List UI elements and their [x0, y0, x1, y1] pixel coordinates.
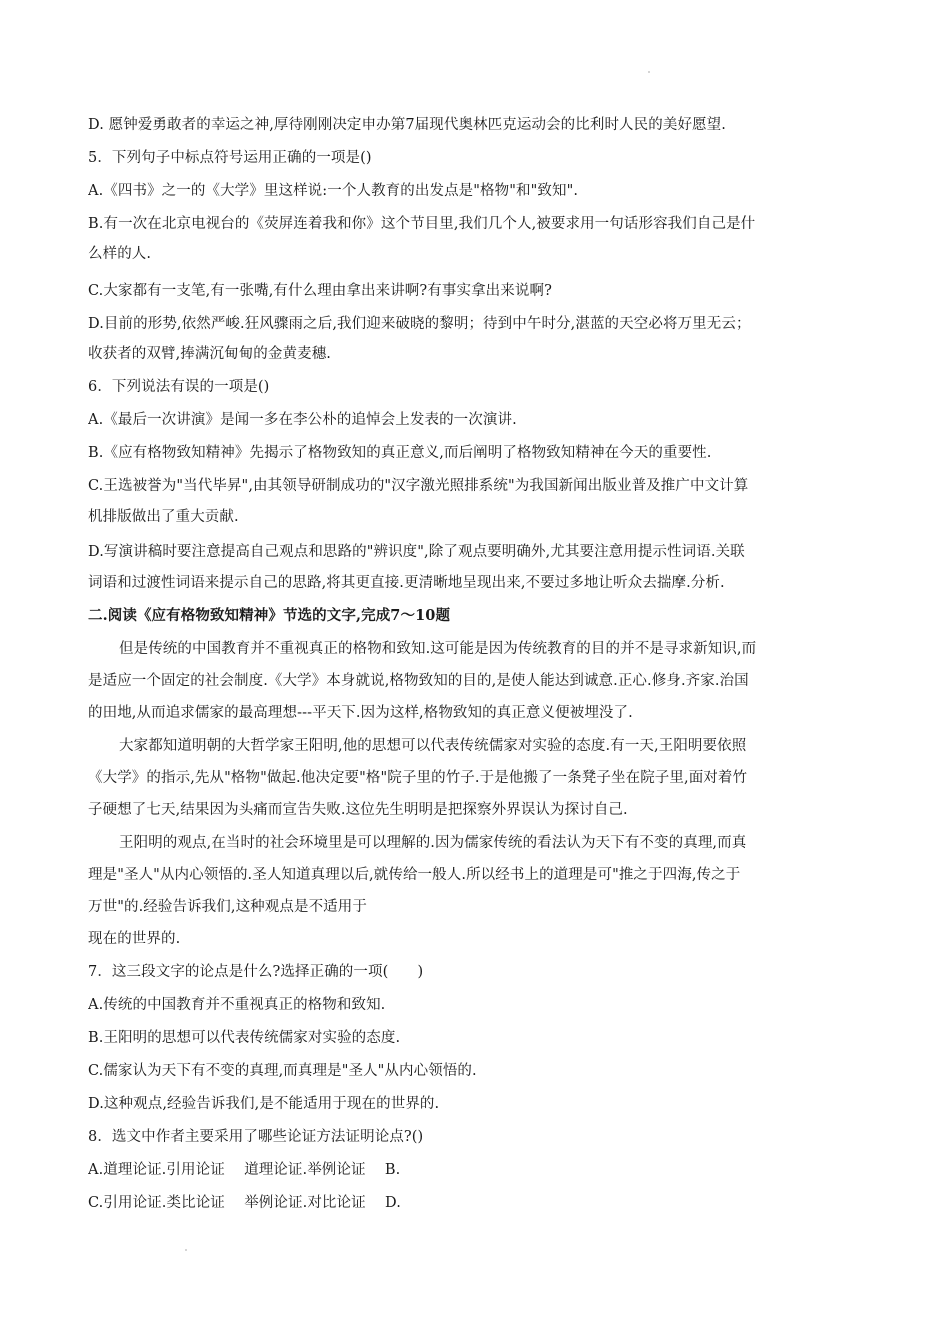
q5-option-d-line1: D.目前的形势,依然严峻.狂风骤雨之后,我们迎来破晓的黎明；待到中午时分,湛蓝的天空必将万里无云；	[88, 316, 751, 332]
q8-options-line1: A.道理论证.引用论证 道理论证.举例论证 B.	[88, 1162, 401, 1178]
q5-stem: 5．下列句子中标点符号运用正确的一项是()	[88, 150, 372, 166]
q6-option-a: A.《最后一次讲演》是闻一多在李公朴的追悼会上发表的一次演讲.	[88, 412, 517, 428]
q6-option-d-line1: D.写演讲稿时要注意提高自己观点和思路的"辨识度",除了观点要明确外,尤其要注意用提示性词语.关联	[88, 544, 745, 560]
scan-speck	[648, 71, 650, 73]
passage-para1-line1: 但是传统的中国教育并不重视真正的格物和致知.这可能是因为传统教育的目的并不是寻求新知识,而	[119, 641, 757, 657]
q6-option-b: B.《应有格物致知精神》先揭示了格物致知的真正意义,而后阐明了格物致知精神在今天的重要性.	[88, 445, 712, 461]
q7-stem: 7．这三段文字的论点是什么?选择正确的一项( )	[88, 964, 424, 980]
q5-option-d-line2: 收获者的双臂,捧满沉甸甸的金黄麦穗.	[88, 346, 332, 362]
passage-para1-line2: 是适应一个固定的社会制度.《大学》本身就说,格物致知的目的,是使人能达到诚意.正心.修身.齐家.治国	[88, 673, 749, 689]
passage-para3-line2: 理是"圣人"从内心领悟的.圣人知道真理以后,就传给一般人.所以经书上的道理是可"推之于四海,传之于	[88, 867, 741, 883]
q6-stem: 6．下列说法有误的一项是()	[88, 379, 270, 395]
q5-option-b-line1: B.有一次在北京电视台的《荧屏连着我和你》这个节目里,我们几个人,被要求用一句话形容我们自己是什	[88, 216, 756, 232]
passage-para2-line1: 大家都知道明朝的大哲学家王阳明,他的思想可以代表传统儒家对实验的态度.有一天,王阳明要依照	[119, 738, 747, 754]
passage-para1-line3: 的田地,从而追求儒家的最高理想---平天下.因为这样,格物致知的真正意义便被埋没了.	[88, 705, 633, 721]
q8-stem: 8．选文中作者主要采用了哪些论证方法证明论点?()	[88, 1129, 424, 1145]
passage-para3-line3: 万世"的.经验告诉我们,这种观点是不适用于	[88, 899, 367, 915]
section2-heading: 二.阅读《应有格物致知精神》节选的文字,完成7～10题	[88, 607, 451, 624]
passage-para2-line2: 《大学》的指示,先从"格物"做起.他决定要"格"院子里的竹子.于是他搬了一条凳子坐在院子里,面对着竹	[88, 770, 748, 786]
q6-option-d-line2: 词语和过渡性词语来提示自己的思路,将其更直接.更清晰地呈现出来,不要过多地让听众去揣摩.分析.	[88, 575, 725, 591]
q6-option-c-line1: C.王选被誉为"当代毕昇",由其领导研制成功的"汉字激光照排系统"为我国新闻出版业普及推广中文计算	[88, 478, 749, 494]
q5-option-a: A.《四书》之一的《大学》里这样说:一个人教育的出发点是"格物"和"致知".	[88, 183, 579, 199]
q5-option-c: C.大家都有一支笔,有一张嘴,有什么理由拿出来讲啊?有事实拿出来说啊?	[88, 283, 552, 299]
q7-option-b: B.王阳明的思想可以代表传统儒家对实验的态度.	[88, 1030, 401, 1046]
passage-para3-line4: 现在的世界的.	[88, 931, 181, 947]
q4-option-d: D. 愿钟爱勇敢者的幸运之神,厚待刚刚决定申办第7届现代奥林匹克运动会的比利时人民的美好愿望.	[88, 117, 726, 133]
scan-speck	[185, 1249, 187, 1251]
q8-options-line2: C.引用论证.类比论证 举例论证.对比论证 D.	[88, 1195, 401, 1211]
passage-para3-line1: 王阳明的观点,在当时的社会环境里是可以理解的.因为儒家传统的看法认为天下有不变的真理,而真	[119, 835, 747, 851]
q5-option-b-line2: 么样的人.	[88, 246, 152, 262]
q7-option-c: C.儒家认为天下有不变的真理,而真理是"圣人"从内心领悟的.	[88, 1063, 477, 1079]
q7-option-d: D.这种观点,经验告诉我们,是不能适用于现在的世界的.	[88, 1096, 440, 1112]
passage-para2-line3: 子硬想了七天,结果因为头痛而宣告失败.这位先生明明是把探察外界误认为探讨自己.	[88, 802, 628, 818]
q7-option-a: A.传统的中国教育并不重视真正的格物和致知.	[88, 997, 386, 1013]
q6-option-c-line2: 机排版做出了重大贡献.	[88, 509, 239, 525]
